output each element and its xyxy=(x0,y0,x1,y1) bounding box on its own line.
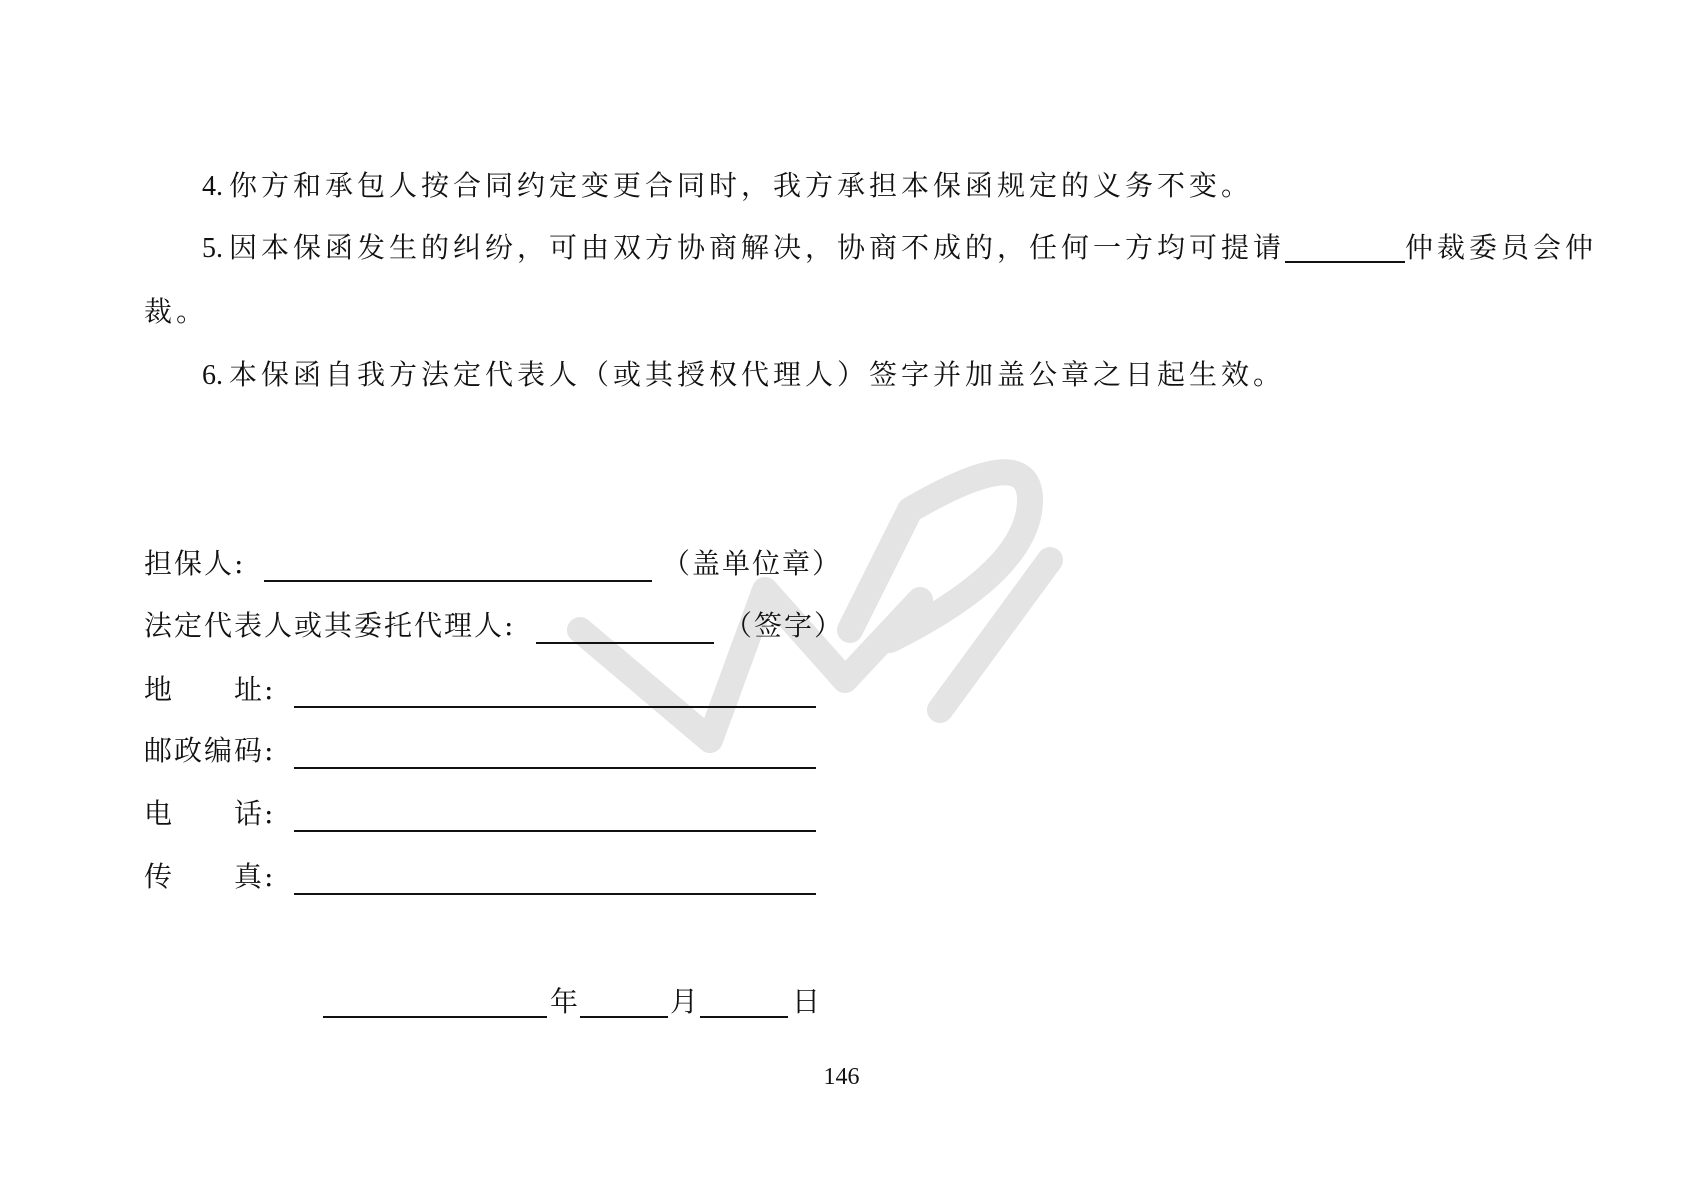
guarantor-field[interactable] xyxy=(264,580,652,582)
phone-label-a: 电 xyxy=(144,797,175,830)
address-field[interactable] xyxy=(294,706,816,708)
postcode-label: 邮政编码: xyxy=(144,734,276,767)
clause-text: 你方和承包人按合同约定变更合同时，我方承担本保函规定的义务不变。 xyxy=(229,169,1254,202)
clause-4 xyxy=(202,166,1253,207)
month-field[interactable] xyxy=(580,1016,668,1018)
legal-rep-label: 法定代表人或其委托代理人: xyxy=(144,609,516,642)
phone-label-b: 话: xyxy=(234,797,276,830)
arbitration-blank[interactable] xyxy=(1285,231,1405,263)
fax-label-b: 真: xyxy=(234,860,276,893)
day-field[interactable] xyxy=(700,1016,788,1018)
clause-continuation-text: 裁。 xyxy=(144,295,209,328)
page-number: 146 xyxy=(823,1064,860,1090)
guarantor-row xyxy=(144,544,843,584)
year-label: 年 xyxy=(550,985,579,1018)
legal-rep-row xyxy=(144,606,845,646)
postcode-row xyxy=(144,731,275,771)
clause-text: 本保函自我方法定代表人（或其授权代理人）签字并加盖公章之日起生效。 xyxy=(229,358,1286,391)
guarantor-label: 担保人: xyxy=(144,547,246,580)
fax-label-a: 传 xyxy=(144,860,175,893)
clause-text-after: 仲裁委员会仲 xyxy=(1405,231,1598,264)
year-field[interactable] xyxy=(323,1016,547,1018)
clause-number: 4. xyxy=(202,171,223,202)
month-label: 月 xyxy=(670,985,699,1018)
clause-5 xyxy=(202,228,1597,269)
clause-text: 因本保函发生的纠纷，可由双方协商解决，协商不成的，任何一方均可提请 xyxy=(229,231,1286,264)
clause-number: 6. xyxy=(202,360,223,391)
fax-field[interactable] xyxy=(294,893,816,895)
address-label-b: 址: xyxy=(234,673,276,706)
phone-field[interactable] xyxy=(294,830,816,832)
clause-5-continuation xyxy=(144,292,208,332)
guarantor-suffix: （盖单位章） xyxy=(662,547,843,580)
day-label: 日 xyxy=(792,985,821,1018)
postcode-field[interactable] xyxy=(294,767,816,769)
legal-rep-field[interactable] xyxy=(536,642,714,644)
clause-number: 5. xyxy=(202,233,223,264)
legal-rep-suffix: （签字） xyxy=(724,609,845,642)
clause-6 xyxy=(202,355,1285,396)
address-label-a: 地 xyxy=(144,673,175,706)
wps-watermark-logo xyxy=(560,430,1080,770)
